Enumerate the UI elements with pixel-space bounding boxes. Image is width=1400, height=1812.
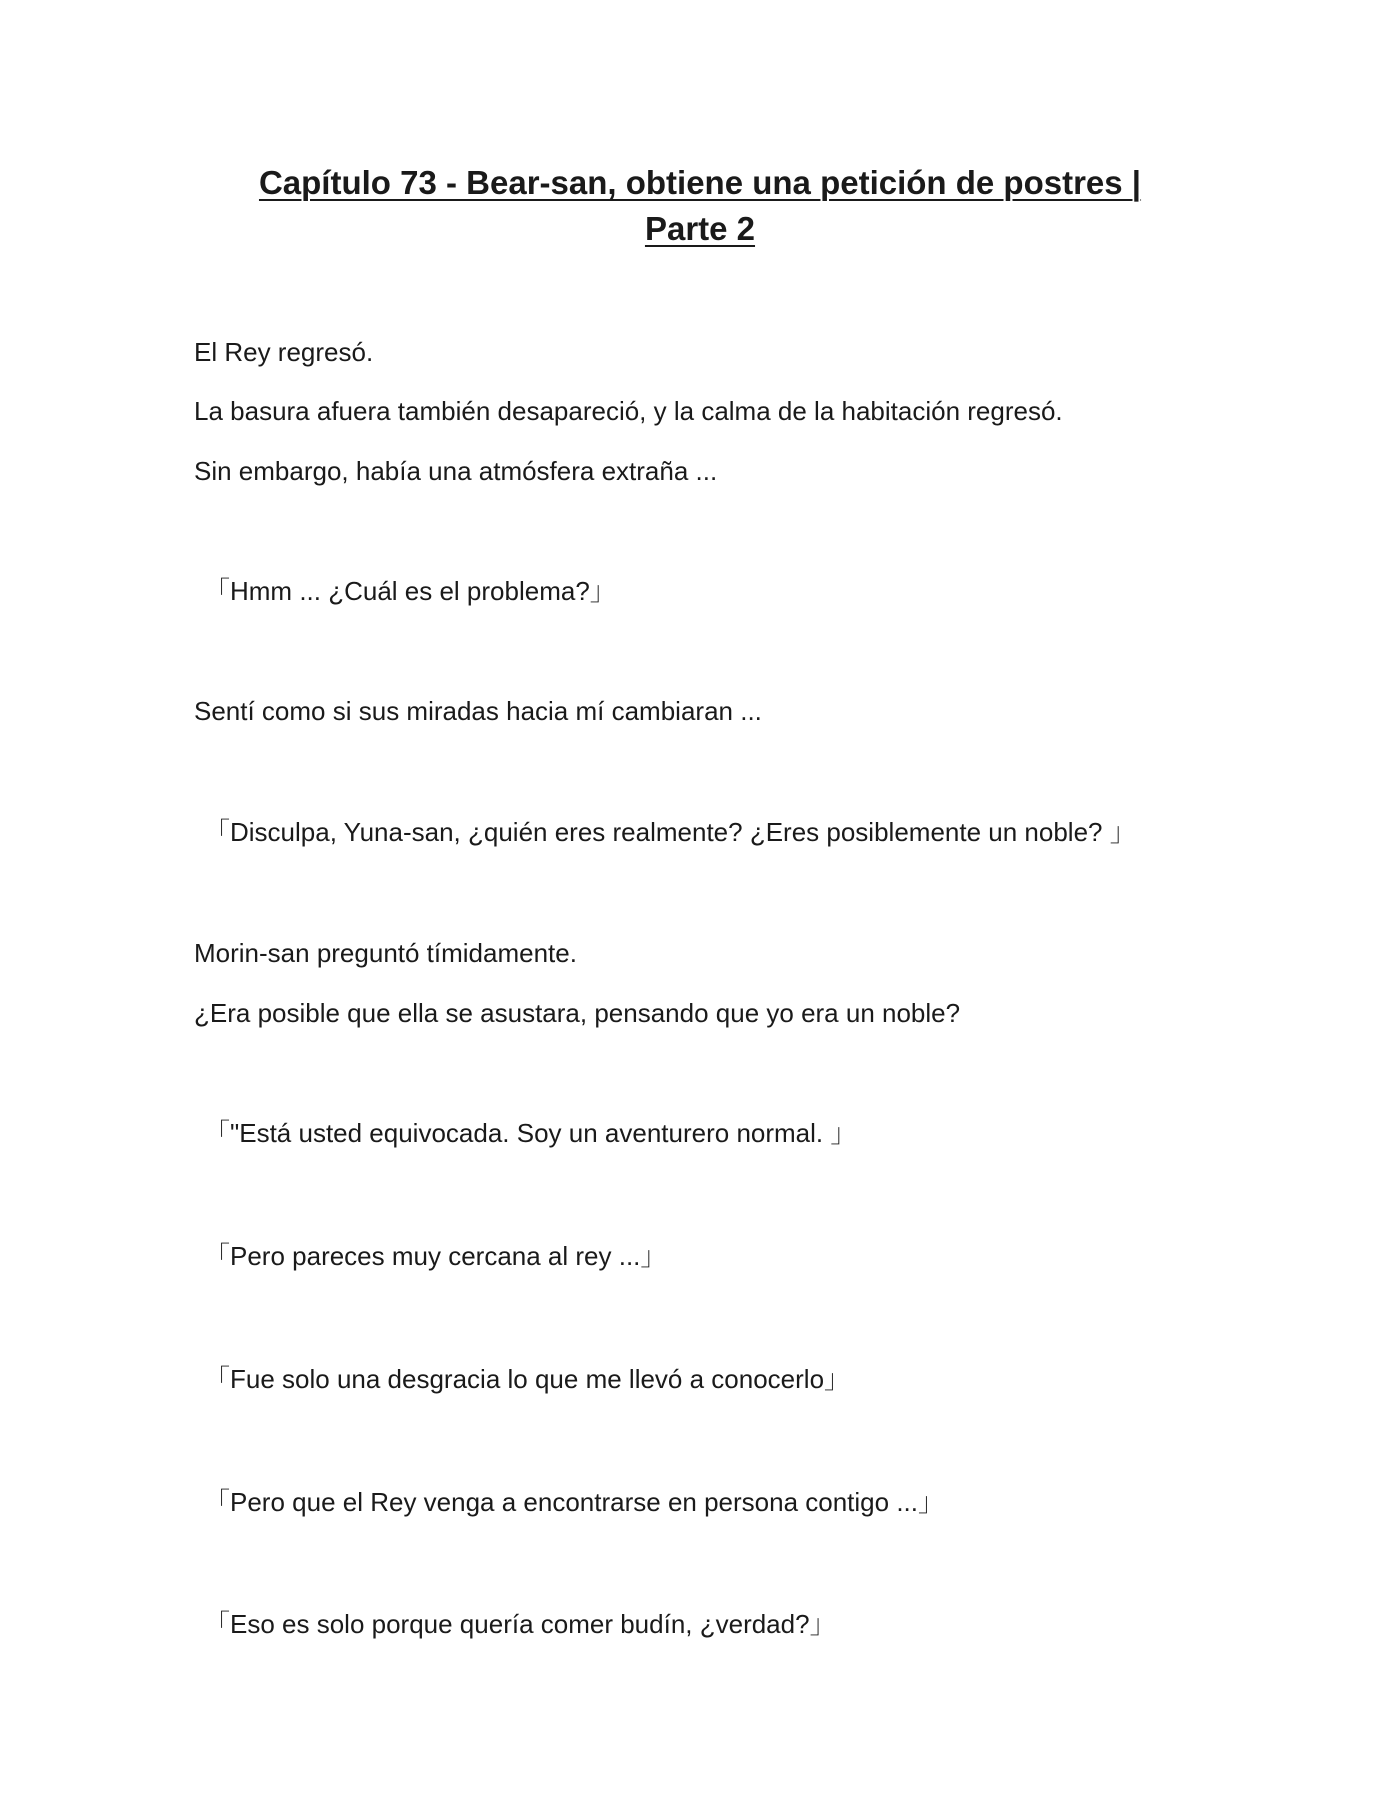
dialogue-line: 「Eso es solo porque quería comer budín, ¿verdad?」: [204, 1609, 836, 1639]
dialogue-line: 「Fue solo una desgracia lo que me llevó a conocerlo」: [204, 1364, 851, 1394]
paragraph: La basura afuera también desapareció, y la calma de la habitación regresó.: [194, 396, 1063, 426]
paragraph: El Rey regresó.: [194, 337, 374, 367]
chapter-title-line-2: Parte 2: [644, 210, 756, 247]
dialogue-line: 「"Está usted equivocada. Soy un aventurero normal. 」: [204, 1118, 857, 1148]
dialogue-line: 「Disculpa, Yuna-san, ¿quién eres realmente? ¿Eres posiblemente un noble? 」: [204, 817, 1136, 847]
chapter-title-line-1: Capítulo 73 - Bear-san, obtiene una petición de postres |: [258, 164, 1142, 201]
paragraph: Sin embargo, había una atmósfera extraña ...: [194, 456, 718, 486]
paragraph: ¿Era posible que ella se asustara, pensando que yo era un noble?: [194, 998, 961, 1028]
dialogue-line: 「Pero que el Rey venga a encontrarse en persona contigo ...」: [204, 1487, 944, 1517]
dialogue-line: 「Hmm ... ¿Cuál es el problema?」: [204, 576, 616, 606]
paragraph: Sentí como si sus miradas hacia mí cambiaran ...: [194, 696, 762, 726]
paragraph: Morin-san preguntó tímidamente.: [194, 938, 577, 968]
chapter-title: [0, 160, 1400, 252]
dialogue-line: 「Pero pareces muy cercana al rey ...」: [204, 1241, 667, 1271]
